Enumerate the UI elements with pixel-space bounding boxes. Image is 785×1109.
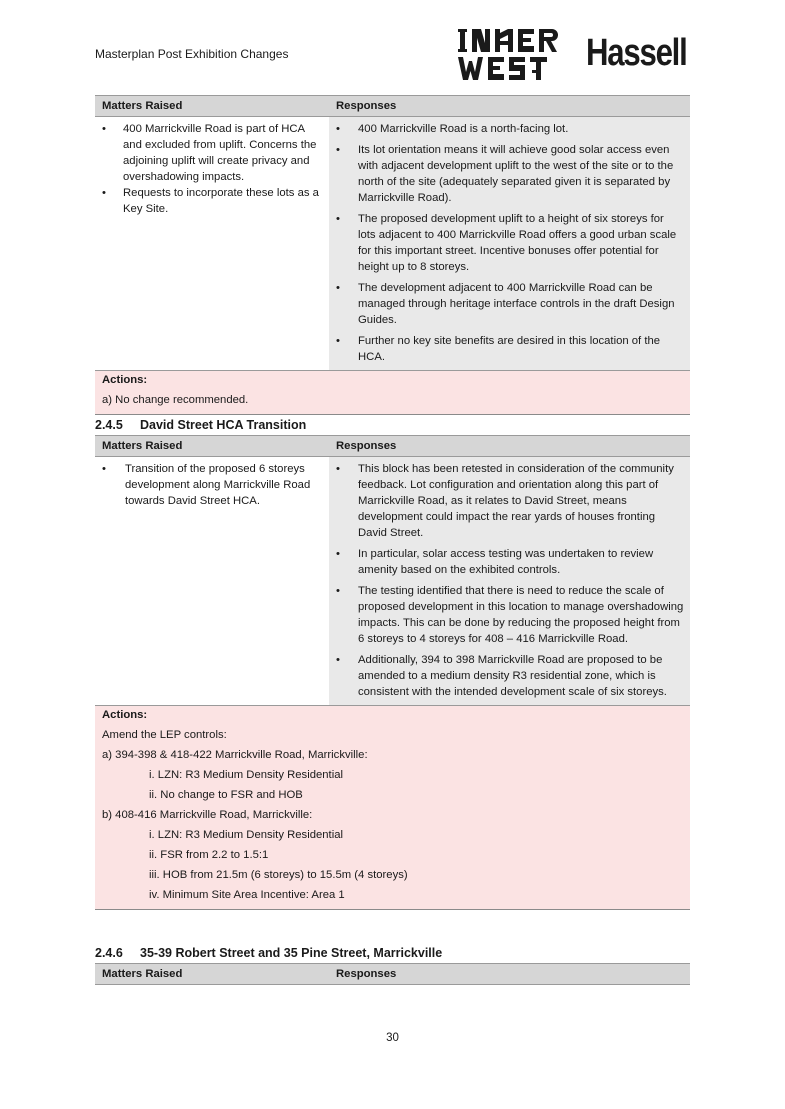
matters-responses-table-robert-street [95,963,690,985]
matters-responses-table-400-marrickville [95,95,690,415]
matter-item: • 400 Marrickville Road is part of HCA and excluded from uplift. Concerns the adjoining uplift will create privacy and overshadowing impacts. [95,121,323,185]
response-item: • Further no key site benefits are desired in this location of the HCA. [329,333,684,365]
action-line: b) 408-416 Marrickville Road, Marrickville: [102,809,313,821]
column-header-matters: Matters Raised [95,964,329,985]
action-subline: ii. No change to FSR and HOB [149,789,303,801]
response-item: • The testing identified that there is need to reduce the scale of proposed development in this location to manage overshadowing impacts. This can be done by reducing the proposed height from 6 storeys to 4 storeys for 408 – 416 Marrickville Road. [329,583,684,647]
response-item: • This block has been retested in consideration of the community feedback. Lot configuration and orientation along this part of Marrickville Road, as it relates to David Street, means development could impact the rear yards of houses fronting David Street. [329,461,684,541]
inner-west-logo [458,27,558,81]
column-header-matters: Matters Raised [95,96,329,117]
response-item: • The development adjacent to 400 Marrickville Road can be managed through heritage interface controls in the draft Design Guides. [329,280,684,328]
column-header-responses: Responses [329,964,690,985]
matters-cell [95,117,329,371]
section-title: 35-39 Robert Street and 35 Pine Street, Marrickville [140,946,443,960]
actions-label: Actions: [102,709,148,721]
action-subline: iii. HOB from 21.5m (6 storeys) to 15.5m (4 storeys) [149,869,408,881]
section-number: 2.4.6 [95,946,123,960]
column-header-responses: Responses [329,96,690,117]
document-title: Masterplan Post Exhibition Changes [95,47,289,61]
action-line: a) No change recommended. [102,394,249,406]
action-subline: ii. FSR from 2.2 to 1.5:1 [149,849,269,861]
section-heading-2-4-6 [95,946,442,960]
section-number: 2.4.5 [95,418,123,432]
hassell-logo: Hassell [586,32,687,74]
response-item: • 400 Marrickville Road is a north-facing lot. [329,121,684,137]
response-item: • The proposed development uplift to a height of six storeys for lots adjacent to 400 Marrickville Road offers a good urban scale for this important street. Incentive bonuses offer potential for height up to 8 storeys. [329,211,684,275]
matter-item: • Requests to incorporate these lots as a Key Site. [95,185,323,217]
response-item: • Its lot orientation means it will achieve good solar access even with adjacent development uplift to the west of the site or to the north of the site (adequately separated given it is separated by Marrickville Road). [329,142,684,206]
response-item: • Additionally, 394 to 398 Marrickville Road are proposed to be amended to a medium density R3 residential zone, which is consistent with the intended development scale of six storeys. [329,652,684,700]
action-line: Amend the LEP controls: [102,729,227,741]
matters-responses-table-david-street [95,435,690,910]
responses-cell [329,457,690,706]
matters-cell [95,457,329,706]
action-line: a) 394-398 & 418-422 Marrickville Road, Marrickville: [102,749,368,761]
actions-cell [95,371,690,415]
column-header-responses: Responses [329,436,690,457]
actions-label: Actions: [102,374,148,386]
responses-cell [329,117,690,371]
page-number: 30 [386,1032,399,1044]
actions-cell [95,706,690,910]
column-header-matters: Matters Raised [95,436,329,457]
action-subline: i. LZN: R3 Medium Density Residential [149,829,343,841]
matter-item: • Transition of the proposed 6 storeys development along Marrickville Road towards David Street HCA. [95,461,323,509]
action-subline: i. LZN: R3 Medium Density Residential [149,769,343,781]
response-item: • In particular, solar access testing was undertaken to review amenity based on the exhibited controls. [329,546,684,578]
action-subline: iv. Minimum Site Area Incentive: Area 1 [149,889,345,901]
section-title: David Street HCA Transition [140,418,307,432]
section-heading-2-4-5 [95,418,306,432]
